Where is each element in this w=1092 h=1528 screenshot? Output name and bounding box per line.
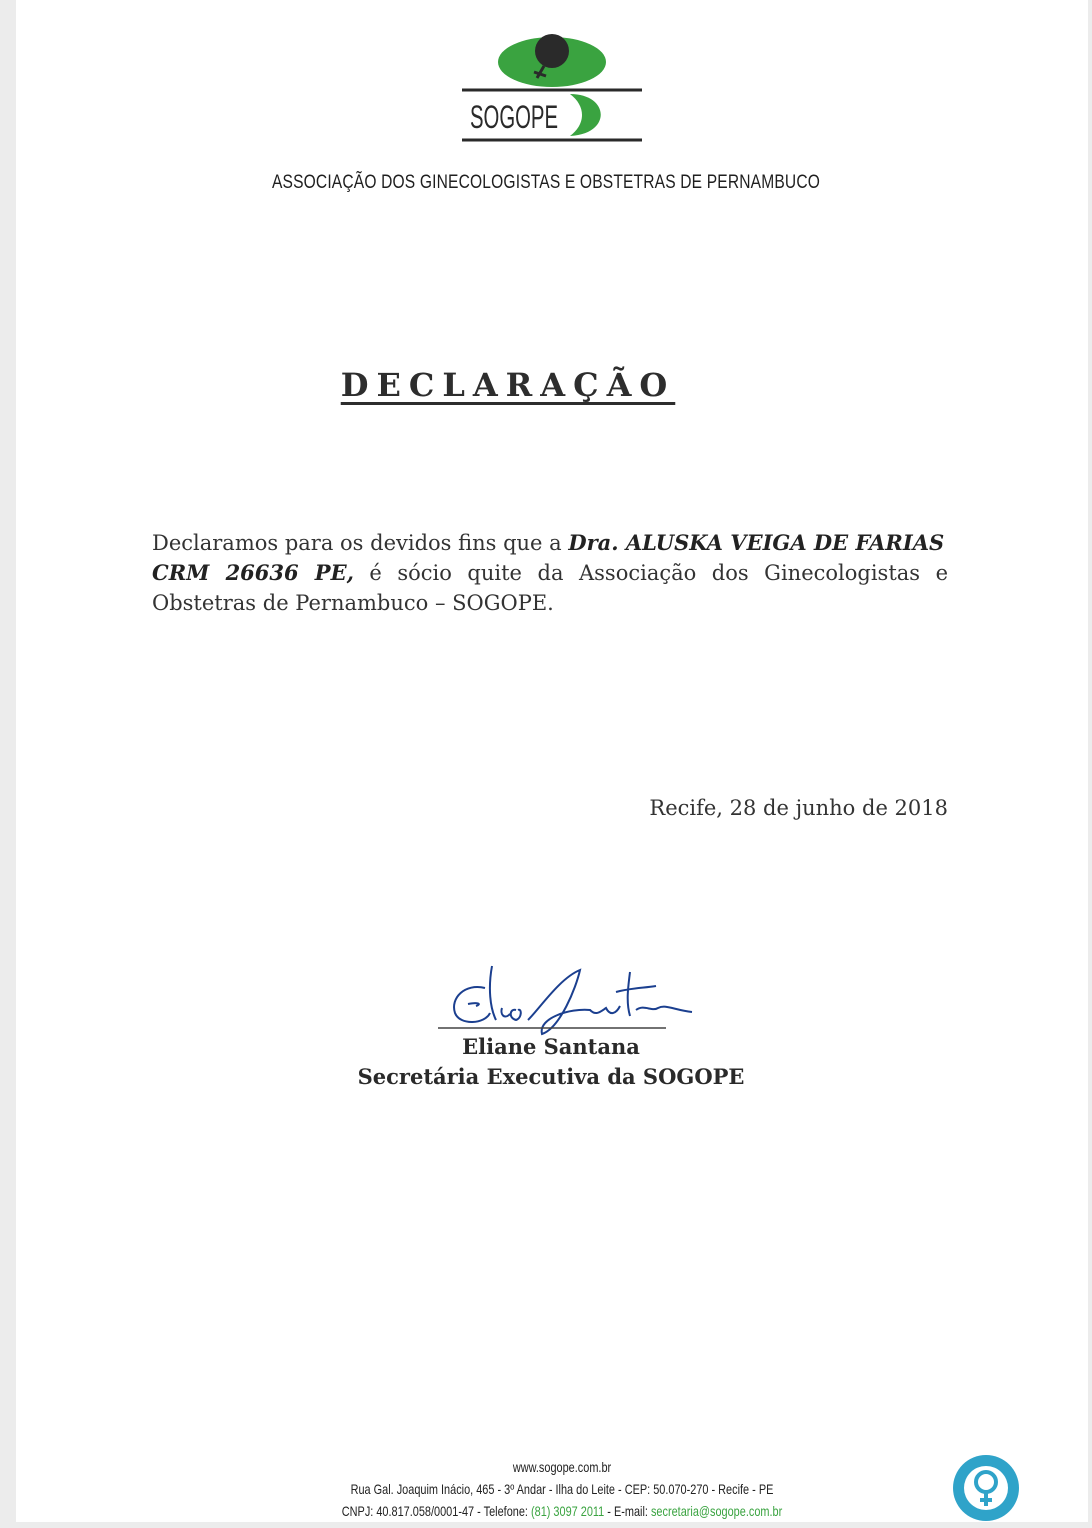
footer-email: secretaria@sogope.com.br [650,1503,783,1519]
signatory-name: Eliane Santana [462,1034,640,1059]
footer-email-label: - E-mail: [604,1503,651,1519]
sogope-logo [440,30,650,150]
footer-cnpj: CNPJ: 40.817.058/0001-47 [341,1503,475,1519]
place-date: Recife, 28 de junho de 2018 [649,796,948,820]
footer-address: Rua Gal. Joaquim Inácio, 465 - 3º Andar - Ilha do Leite - CEP: 50.070-270 - Recife - PE [350,1481,774,1497]
footer-contact [124,1500,1001,1522]
footer-phone-label: - Telefone: [474,1503,531,1519]
signatory-role: Secretária Executiva da SOGOPE [357,1064,745,1089]
crm-number: CRM 26636 PE, [152,560,354,585]
footer-phone: (81) 3097 2011 [530,1503,605,1519]
document-page [16,0,1088,1522]
footer-website: www.sogope.com.br [512,1459,612,1475]
febrasgo-seal [950,1452,1022,1524]
body-rest: é sócio quite da Associação dos Ginecologistas e Obstetras de Pernambuco – SOGOPE. [152,561,949,615]
handwritten-signature [430,958,700,1038]
doctor-name: Dra. ALUSKA VEIGA DE FARIAS [568,530,945,555]
declaration-body [152,528,948,618]
body-intro: Declaramos para os devidos fins que a [152,531,569,555]
association-name: ASSOCIAÇÃO DOS GINECOLOGISTAS E OBSTETRAS DE PERNAMBUCO [271,172,821,193]
footer [0,1456,1092,1522]
svg-text:SOGOPE: SOGOPE [470,99,558,135]
document-title: DECLARAÇÃO [340,366,676,404]
